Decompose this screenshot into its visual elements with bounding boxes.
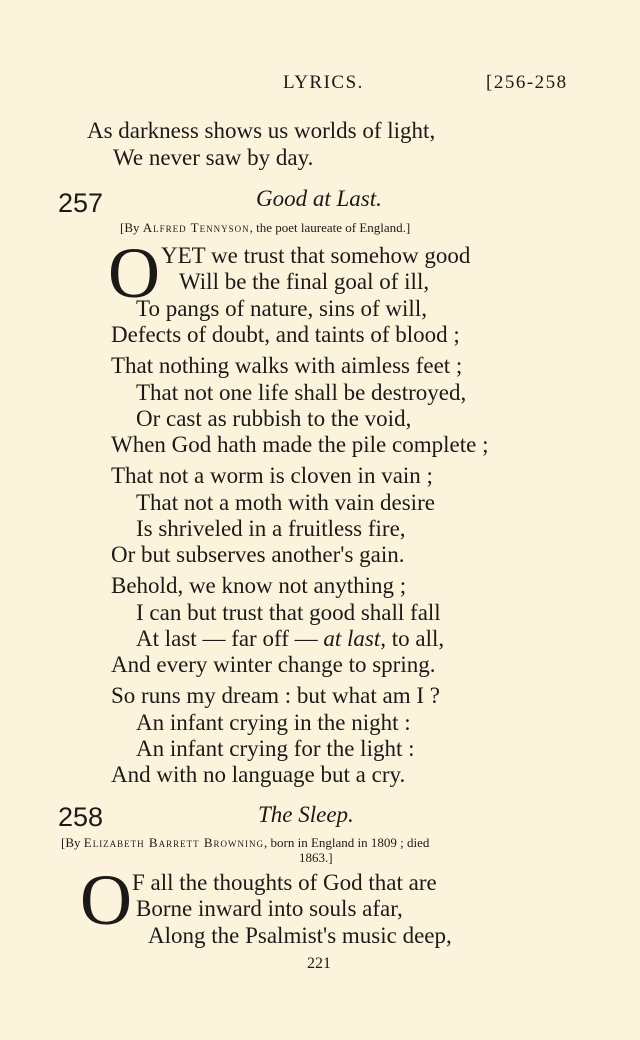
verse-line: An infant crying in the night : [136,710,411,735]
hymn-number: 258 [58,802,104,832]
verse-line: Behold, we know not anything ; [111,573,407,598]
hymn-attribution: [By Elizabeth Barrett Browning, born in England in 1809 ; died [61,835,430,850]
verse-line: And every winter change to spring. [111,652,436,677]
verse-line: And with no language but a cry. [111,762,406,787]
verse-line: YET we trust that somehow good [161,243,471,268]
verse-line: As darkness shows us worlds of light, [87,118,436,143]
verse-line: When God hath made the pile complete ; [111,432,489,457]
hymn-number: 257 [58,188,104,218]
verse-line: That nothing walks with aimless feet ; [111,353,463,378]
italic-phrase: at last, [323,626,386,651]
verse-line: Along the Psalmist's music deep, [148,923,452,948]
hymn-title: Good at Last. [256,186,382,211]
verse-line: So runs my dream : but what am I ? [111,683,440,708]
verse-line: F all the thoughts of God that are [132,870,437,895]
verse-line: That not one life shall be destroyed, [136,380,467,405]
verse-line: An infant crying for the light : [136,736,415,761]
running-title: LYRICS. [283,72,364,93]
verse-line: Defects of doubt, and taints of blood ; [111,322,460,347]
verse-line: Will be the final goal of ill, [179,269,430,294]
hymn-attribution-continued: 1863.] [299,850,333,865]
verse-line: We never saw by day. [113,145,314,170]
hymn-title: The Sleep. [258,802,354,827]
verse-line: Borne inward into souls afar, [136,896,403,921]
author-name: Alfred Tennyson [142,220,250,235]
verse-line: Or cast as rubbish to the void, [136,406,412,431]
verse-line: Is shriveled in a fruitless fire, [136,516,406,541]
verse-line: That not a moth with vain desire [136,490,435,515]
verse-line: I can but trust that good shall fall [136,600,441,625]
drop-cap: O [80,860,132,940]
hymn-range: [256-258 [486,72,568,93]
hymn-attribution: [By Alfred Tennyson, the poet laureate of England.] [120,220,411,235]
page-number: 221 [307,955,331,972]
verse-line: Or but subserves another's gain. [111,542,405,567]
verse-line: To pangs of nature, sins of will, [136,296,427,321]
drop-cap: O [108,233,160,313]
verse-line: That not a worm is cloven in vain ; [111,463,433,488]
verse-line: At last — far off — at last, to all, [136,626,445,651]
author-name: Elizabeth Barrett Browning [83,835,265,850]
